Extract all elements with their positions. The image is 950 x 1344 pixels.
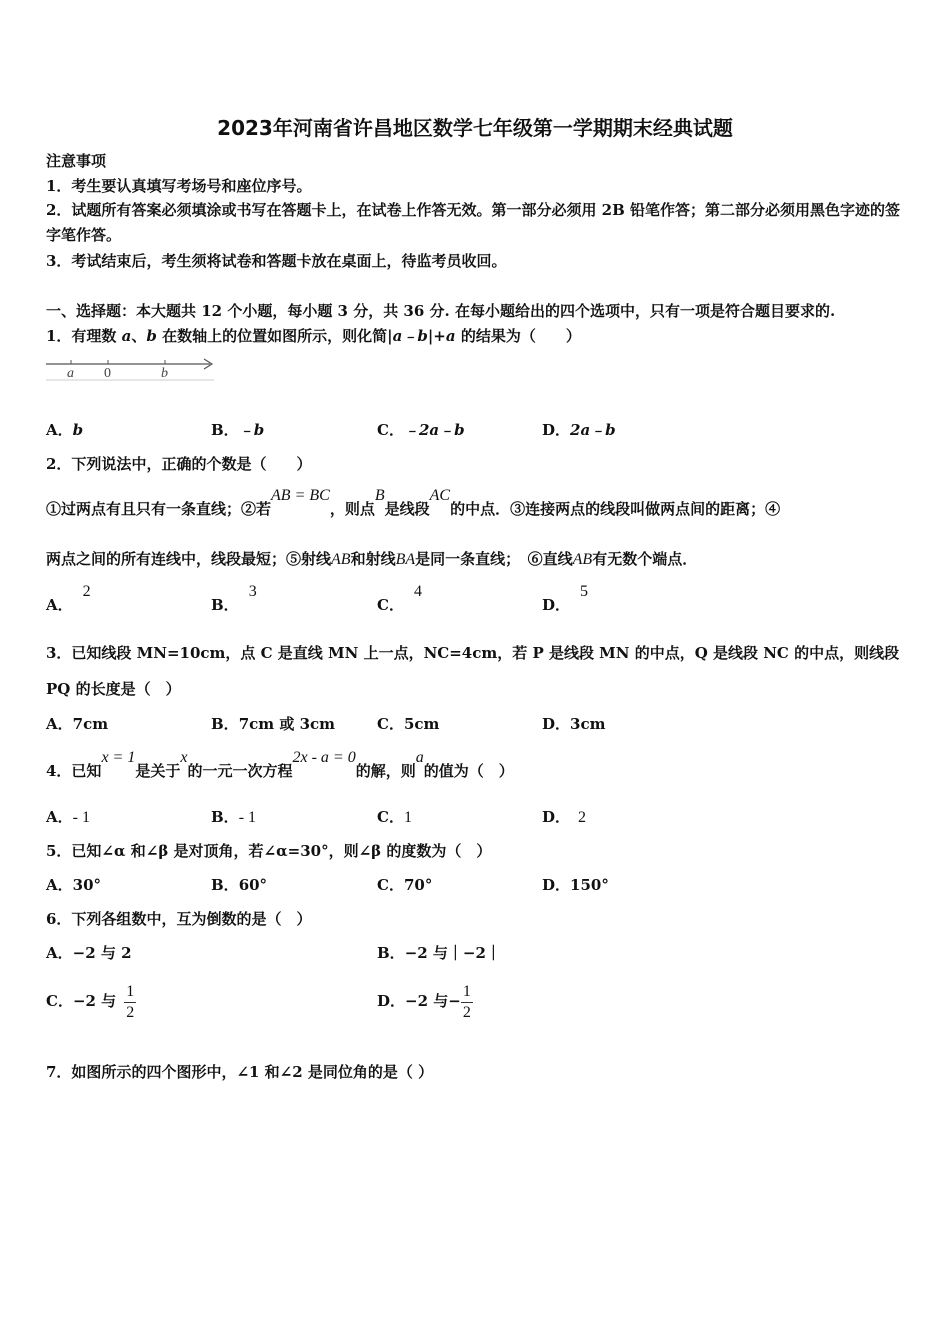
q1-option-b[interactable]: B．﹣b: [211, 421, 265, 439]
q3-option-c[interactable]: C．5cm: [377, 715, 440, 733]
q3-option-d[interactable]: D．3cm: [542, 715, 606, 733]
q5-option-d[interactable]: D．150°: [542, 876, 609, 894]
q5-option-a[interactable]: A．30°: [46, 876, 102, 894]
q1-option-c[interactable]: C．﹣2a﹣b: [377, 421, 465, 439]
fraction-one-half: $\frac{1}{2}$: [126, 982, 135, 1021]
question-4-stem: 4．已知x = 1是关于x的一元一次方程2x - a = 0的解，则a的值为（ ）: [46, 749, 514, 780]
q5-option-b[interactable]: B．60°: [211, 876, 268, 894]
q6-option-c[interactable]: C．−2 与 $\frac{1}{2}$: [46, 982, 135, 1021]
question-3-line-2: PQ 的长度是（ ）: [46, 680, 181, 698]
notice-item-3: 3．考试结束后，考生须将试卷和答题卡放在桌面上，待监考员收回。: [46, 252, 507, 270]
question-1-stem: 1．有理数 a、b 在数轴上的位置如图所示，则化简|a﹣b|+a 的结果为（ ）: [46, 327, 581, 345]
q4-option-b[interactable]: B．- 1: [211, 808, 257, 826]
axis-label-a: a: [67, 366, 74, 381]
number-line-figure: [44, 354, 216, 384]
q6-option-d[interactable]: D．−2 与− $\frac{1}{2}$: [377, 982, 471, 1021]
q1-option-a[interactable]: A．b: [46, 421, 84, 439]
q4-option-d[interactable]: D． 2: [542, 808, 587, 826]
q4-option-a[interactable]: A．- 1: [46, 808, 90, 826]
q2-option-b[interactable]: B．3: [211, 583, 257, 614]
q2-option-a[interactable]: A．2: [46, 583, 91, 614]
q6-option-b[interactable]: B．−2 与｜−2｜: [377, 944, 501, 962]
question-2-line-1: ①过两点有且只有一条直线；②若AB = BC，则点B是线段AC的中点．③连接两点的线段叫做两点间的距离；④: [46, 487, 781, 518]
q4-option-c[interactable]: C．1: [377, 808, 412, 826]
question-2-line-2: 两点之间的所有连线中，线段最短；⑤射线AB和射线BA是同一条直线； ⑥直线AB有无数个端点．: [46, 550, 698, 568]
page-title: 2023年河南省许昌地区数学七年级第一学期期末经典试题: [217, 116, 733, 140]
question-2-stem: 2．下列说法中，正确的个数是（ ）: [46, 455, 312, 473]
fraction-one-half: $\frac{1}{2}$: [462, 982, 471, 1021]
axis-label-zero: 0: [104, 366, 111, 381]
notice-item-1: 1．考生要认真填写考场号和座位序号。: [46, 177, 312, 195]
axis-label-b: b: [161, 366, 168, 381]
notice-item-2: 2．试题所有答案必须填涂或书写在答题卡上，在试卷上作答无效。第一部分必须用 2B 铅笔作答；第二部分必须用黑色字迹的签字笔作答。: [46, 201, 901, 244]
question-7-stem: 7．如图所示的四个图形中，∠1 和∠2 是同位角的是（ ）: [46, 1063, 434, 1081]
q2-option-c[interactable]: C．4: [377, 583, 422, 614]
q5-option-c[interactable]: C．70°: [377, 876, 433, 894]
question-5-stem: 5．已知∠α 和∠β 是对顶角，若∠α=30°，则∠β 的度数为（ ）: [46, 842, 492, 860]
notice-heading: 注意事项: [46, 152, 107, 170]
q2-option-d[interactable]: D．5: [542, 583, 589, 614]
question-3-line-1: 3．已知线段 MN=10cm，点 C 是直线 MN 上一点，NC=4cm，若 P 是线段 MN 的中点，Q 是线段 NC 的中点，则线段: [46, 644, 900, 662]
q1-option-d[interactable]: D．2a﹣b: [542, 421, 616, 439]
q6-option-a[interactable]: A．−2 与 2: [46, 944, 132, 962]
question-6-stem: 6．下列各组数中，互为倒数的是（ ）: [46, 910, 312, 928]
q3-option-b[interactable]: B．7cm 或 3cm: [211, 715, 336, 733]
q3-option-a[interactable]: A．7cm: [46, 715, 109, 733]
section-heading: 一、选择题：本大题共 12 个小题，每小题 3 分，共 36 分. 在每小题给出的四个选项中，只有一项是符合题目要求的.: [46, 302, 836, 320]
